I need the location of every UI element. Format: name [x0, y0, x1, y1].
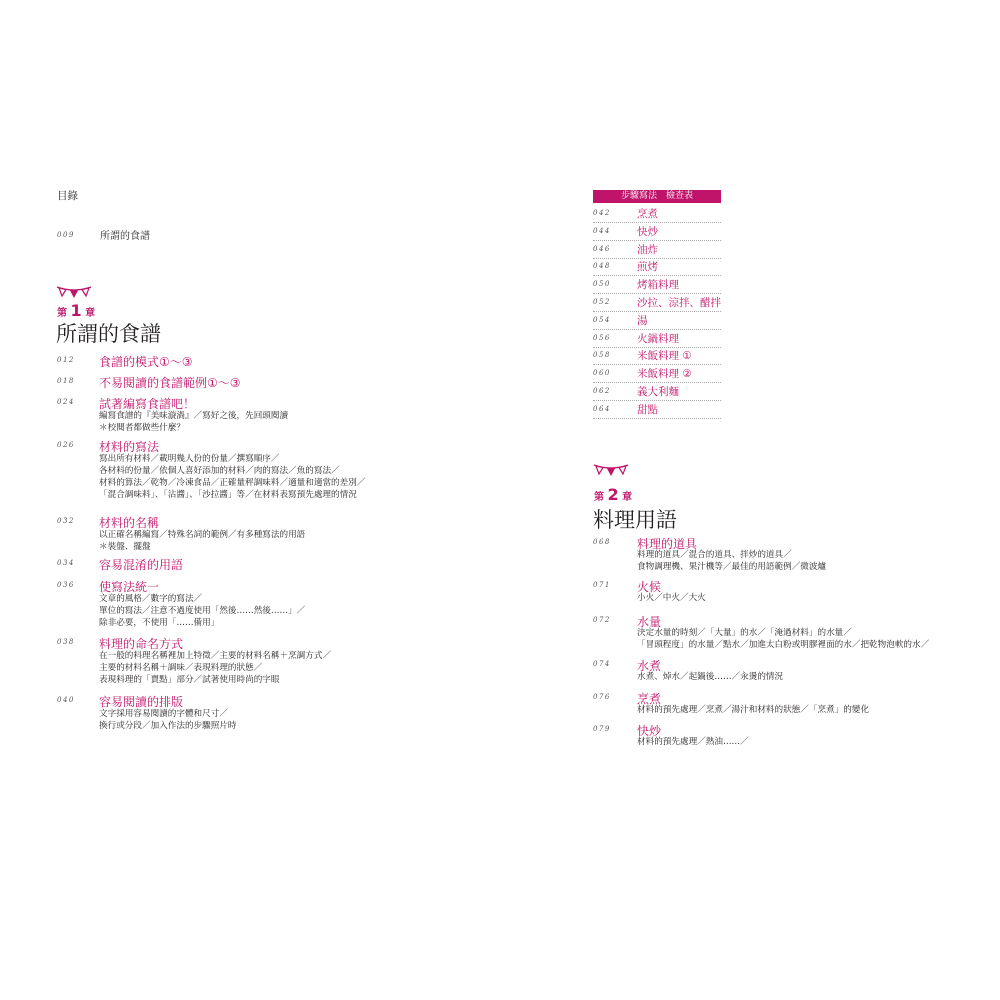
- chapter2-label-suffix: 章: [622, 492, 633, 503]
- entry-title: 容易閱讀的排版: [99, 695, 184, 709]
- entry-page-number: 018: [57, 377, 75, 385]
- checklist-divider: [593, 222, 721, 223]
- entry-page-number: 036: [57, 581, 75, 589]
- entry-subtopic-line: 主要的材料名稱＋調味／表現料理的狀態／: [99, 663, 263, 673]
- checklist-header: [593, 190, 721, 203]
- checklist-item-title: 快炒: [637, 226, 658, 238]
- entry-subtopic-line: 編寫食譜的『美味漩渦』／寫好之後，先回頭閱讀: [99, 411, 289, 421]
- checklist-page-number: 060: [593, 369, 611, 377]
- chapter1-number: 1: [70, 301, 82, 320]
- entry-page-number: 024: [57, 398, 75, 406]
- entry-subtopic-line: 食物調理機、果汁機等／最佳的用語範例／微波爐: [637, 562, 827, 572]
- checklist-item-title: 米飯料理 ②: [637, 368, 692, 380]
- checklist-page-number: 056: [593, 334, 611, 342]
- checklist-item-title: 甜點: [637, 404, 658, 416]
- checklist-item-title: 火鍋料理: [637, 333, 679, 345]
- chapter1-label-prefix: 第: [57, 308, 67, 319]
- entry-subtopic-line: 材料的預先處理／烹煮／湯汁和材料的狀態／「烹煮」的變化: [637, 705, 870, 715]
- entry-subtopics: [637, 736, 749, 748]
- entry-subtopic-line: 文字採用容易閱讀的字體和尺寸／: [99, 709, 228, 719]
- entry-title: 料理的道具: [637, 537, 698, 551]
- entry-page-number: 079: [593, 725, 611, 733]
- entry-title: 不易閱讀的食譜範例①〜③: [99, 376, 241, 390]
- entry-title: 水煮: [637, 659, 662, 673]
- entry-subtopics: [637, 671, 783, 683]
- checklist-item-title: 湯: [637, 315, 648, 327]
- entry-page-number: 040: [57, 696, 75, 704]
- entry-subtopics: [99, 453, 365, 501]
- entry-subtopic-line: 料理的道具／混合的道具、拌炒的道具／: [637, 550, 792, 560]
- entry-page-number: 034: [57, 559, 75, 567]
- checklist-divider: [593, 400, 721, 401]
- entry-page-number: 026: [57, 441, 75, 449]
- checklist-page-number: 050: [593, 280, 611, 288]
- toc-label: 目錄: [57, 190, 78, 202]
- checklist-page-number: 046: [593, 245, 611, 253]
- chapter2-title: 料理用語: [593, 508, 677, 532]
- entry-subtopic-line: 表現料理的「賣點」部分／試著使用時尚的字眼: [99, 675, 280, 685]
- entry-page-number: 012: [57, 356, 75, 364]
- entry-title: 料理的命名方式: [99, 637, 184, 651]
- chapter2-label: [594, 485, 632, 504]
- checklist-divider: [593, 382, 721, 383]
- entry-subtopic-line: ＊校閱者都做些什麼？: [99, 423, 185, 433]
- entry-subtopics: [99, 529, 305, 553]
- checklist-header-text: 步驟寫法 檢查表: [620, 191, 693, 201]
- entry-page-number: 071: [593, 581, 611, 589]
- entry-subtopic-line: 小火／中火／大火: [637, 593, 706, 603]
- entry-title: 容易混淆的用語: [99, 558, 184, 572]
- checklist-page-number: 052: [593, 298, 611, 306]
- entry-title: 水量: [637, 615, 662, 629]
- entry-title: 火候: [637, 580, 662, 594]
- entry-subtopic-line: 除非必要，不使用「……備用」: [99, 618, 220, 628]
- checklist-item-title: 沙拉、涼拌、醋拌: [637, 297, 721, 309]
- checklist-page-number: 042: [593, 209, 611, 217]
- intro-page-number: 009: [57, 231, 75, 239]
- bunting-icon: [593, 462, 629, 478]
- entry-page-number: 038: [57, 638, 75, 646]
- entry-title: 材料的寫法: [99, 440, 160, 454]
- entry-subtopics: [99, 650, 331, 686]
- entry-title: 材料的名稱: [99, 516, 160, 530]
- entry-subtopic-line: 文章的風格／數字的寫法／: [99, 594, 203, 604]
- intro-title: 所謂的食譜: [100, 231, 150, 242]
- checklist-page-number: 044: [593, 227, 611, 235]
- checklist-page-number: 058: [593, 351, 611, 359]
- entry-subtopics: [99, 708, 237, 732]
- entry-page-number: 076: [593, 693, 611, 701]
- entry-subtopic-line: 水煮、焯水／起鍋後……／汆燙的情況: [637, 672, 784, 682]
- checklist-item-title: 烤箱料理: [637, 279, 679, 291]
- chapter2-label-prefix: 第: [594, 492, 604, 503]
- entry-subtopic-line: 「混合調味料」、「沾醬」、「沙拉醬」等／在材料表寫預先處理的情況: [99, 490, 357, 500]
- checklist-item-title: 油炸: [637, 244, 658, 256]
- bunting-icon: [56, 284, 92, 300]
- checklist-divider: [593, 293, 721, 294]
- checklist-divider: [593, 240, 721, 241]
- entry-subtopic-line: 各材料的份量／依個人喜好添加的材料／肉的寫法／魚的寫法／: [99, 466, 340, 476]
- entry-page-number: 068: [593, 538, 611, 546]
- entry-subtopic-line: 材料的預先處理／熱油……／: [637, 737, 749, 747]
- checklist-item-title: 義大利麵: [637, 386, 679, 398]
- entry-subtopics: [99, 593, 305, 629]
- entry-title: 快炒: [637, 724, 662, 738]
- entry-subtopics: [99, 410, 288, 434]
- checklist-page-number: 062: [593, 387, 611, 395]
- entry-title: 食譜的模式①〜③: [99, 355, 193, 369]
- entry-page-number: 074: [593, 660, 611, 668]
- entry-title: 試著編寫食譜吧！: [99, 397, 196, 411]
- entry-page-number: 072: [593, 616, 611, 624]
- chapter1-label-suffix: 章: [85, 308, 96, 319]
- entry-subtopics: [637, 704, 869, 716]
- entry-subtopic-line: 「冒頭程度」的水量／點水／加進太白粉或明膠裡面的水／把乾物泡軟的水／: [637, 640, 930, 650]
- checklist-page-number: 054: [593, 316, 611, 324]
- checklist-page-number: 048: [593, 262, 611, 270]
- entry-title: 使寫法統一: [99, 580, 160, 594]
- checklist-item-title: 米飯料理 ①: [637, 350, 692, 362]
- entry-subtopic-line: 寫出所有材料／載明幾人份的份量／撰寫順序／: [99, 454, 280, 464]
- entry-subtopic-line: 換行或分段／加入作法的步驟照片時: [99, 721, 237, 731]
- checklist-divider: [593, 364, 721, 365]
- entry-subtopics: [637, 592, 706, 604]
- checklist-divider: [593, 311, 721, 312]
- entry-subtopic-line: 材料的算法／乾物／冷凍食品／正確量秤調味料／適量和適當的差別／: [99, 478, 366, 488]
- checklist-divider: [593, 418, 721, 419]
- entry-subtopic-line: 決定水量的時刻／「大量」的水／「淹過材料」的水量／: [637, 628, 852, 638]
- entry-subtopic-line: 在一般的料理名稱裡加上特徵／主要的材料名稱＋烹調方式／: [99, 651, 332, 661]
- entry-subtopic-line: 以正確名稱編寫／特殊名詞的範例／有多種寫法的用語: [99, 530, 306, 540]
- checklist-divider: [593, 275, 721, 276]
- checklist-page-number: 064: [593, 405, 611, 413]
- chapter2-number: 2: [607, 485, 619, 504]
- entry-subtopics: [637, 549, 826, 573]
- checklist-item-title: 煎烤: [637, 261, 658, 273]
- entry-subtopic-line: ＊裝盤、擺盤: [99, 542, 151, 552]
- entry-subtopic-line: 單位的寫法／注意不過度使用「然後……然後……」／: [99, 606, 306, 616]
- chapter1-title: 所謂的食譜: [56, 322, 161, 346]
- checklist-divider: [593, 329, 721, 330]
- entry-title: 烹煮: [637, 692, 662, 706]
- entry-subtopics: [637, 627, 929, 651]
- checklist-item-title: 烹煮: [637, 208, 658, 220]
- entry-page-number: 032: [57, 517, 75, 525]
